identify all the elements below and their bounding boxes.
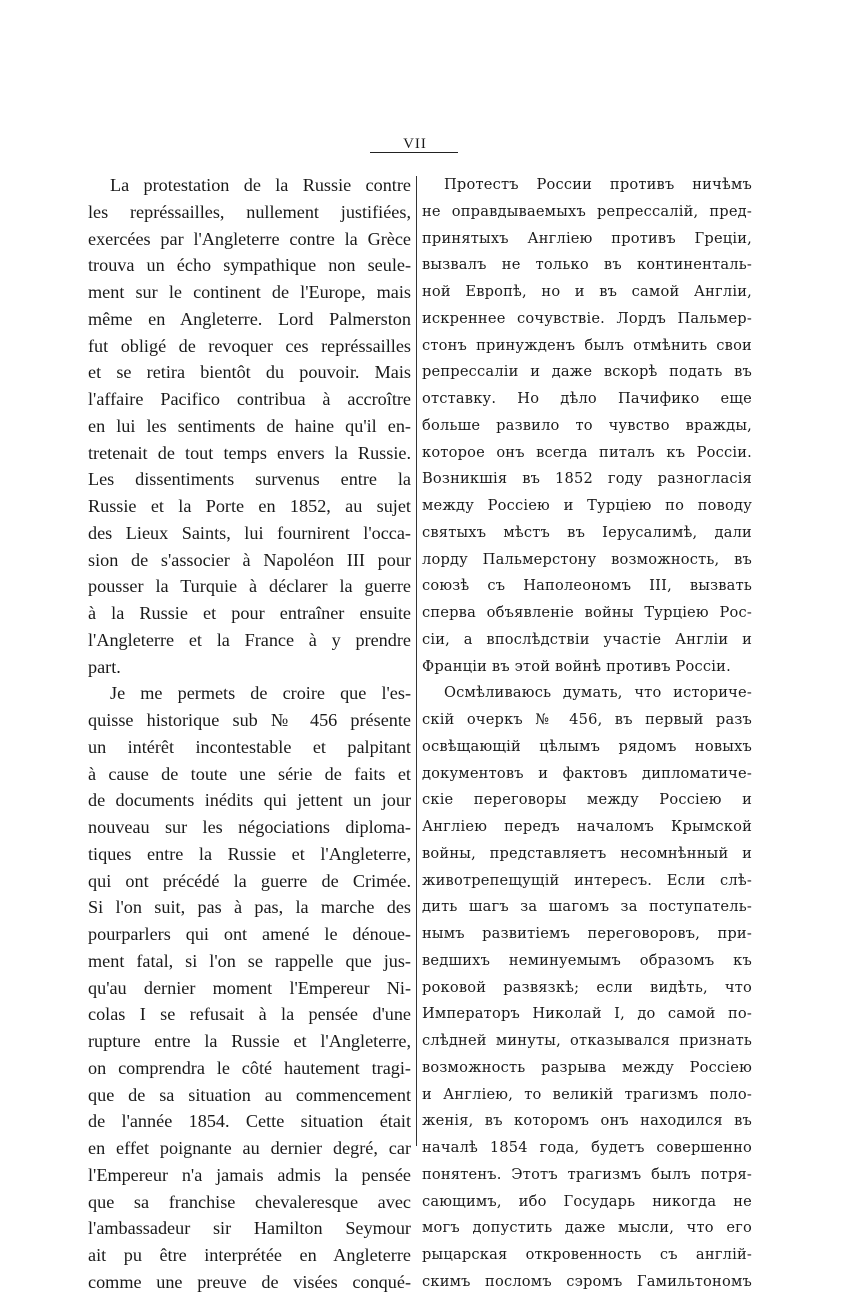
text-line: Возникшія въ 1852 году разногласія — [422, 470, 752, 488]
text-line: скій очеркъ № 456, въ первый разъ — [422, 711, 752, 728]
text-line: rupture entre la Russie et l'Angleterre, — [88, 1031, 411, 1051]
text-line: лорду Пальмерстону возможность, въ — [422, 550, 752, 568]
text-line: même en Angleterre. Lord Palmerston — [88, 308, 411, 329]
text-line: ведшихъ неминуемымъ образомъ къ — [422, 951, 752, 969]
text-line: отставку. Но дѣло Пачифико еще — [422, 390, 752, 407]
text-line: Les dissentiments survenus entre la — [88, 469, 411, 490]
text-line: comme une preuve de visées conqué- — [88, 1271, 411, 1292]
text-line: могъ допустить даже мысли, что его — [422, 1219, 752, 1237]
text-line: qu'au dernier moment l'Empereur Ni- — [88, 977, 411, 998]
text-line: que sa franchise chevaleresque avec — [88, 1191, 411, 1212]
text-line: pousser la Turquie à déclarer la guerre — [88, 576, 411, 597]
text-line: exercées par l'Angleterre contre la Grèce — [88, 228, 411, 249]
text-line: en effet poignante au dernier degré, car — [88, 1138, 411, 1158]
text-line: ait pu être interprétée en Angleterre — [88, 1245, 411, 1265]
french-text-column — [88, 172, 411, 1296]
text-line: l'affaire Pacifico contribua à accroître — [88, 389, 411, 409]
text-line: женія, въ которомъ онъ находился въ — [422, 1112, 752, 1130]
text-line: de l'année 1854. Cette situation était — [88, 1111, 411, 1132]
page-number: VII — [403, 136, 427, 152]
text-line: sion de s'associer à Napoléon III pour — [88, 549, 411, 570]
text-line: nouveau sur les négociations diploma- — [88, 817, 411, 837]
text-line: не оправдываемыхъ репрессалій, пред- — [422, 202, 752, 220]
text-line: сіи, а впослѣдствіи участіе Англіи и — [422, 630, 752, 648]
text-line: Je me permets de croire que l'es- — [110, 683, 411, 704]
text-line: Протестъ России противъ ничѣмъ — [444, 176, 752, 193]
text-line: дить шагъ за шагомъ за поступатель- — [422, 898, 752, 916]
text-line: скіе переговоры между Россіею и — [422, 791, 752, 809]
text-line: освѣщающій цѣлымъ рядомъ новыхъ — [422, 737, 752, 755]
text-line: et se retira bientôt du pouvoir. Mais — [88, 362, 411, 383]
text-line: больше развило то чувство вражды, — [422, 416, 752, 434]
text-line: les représsailles, nullement justifiées, — [88, 201, 411, 222]
text-line: которое онъ всегда питалъ къ Россіи. — [422, 443, 752, 461]
text-line: и Англіею, то великій трагизмъ поло- — [422, 1085, 752, 1103]
text-line: trouva un écho sympathique non seule- — [88, 255, 411, 276]
text-line: quisse historique sub № 456 présente — [88, 710, 411, 730]
text-line: pourparlers qui ont amené le dénoue- — [88, 924, 411, 944]
text-line: святыхъ мѣстъ въ Іерусалимѣ, дали — [422, 523, 752, 541]
text-line: между Россіею и Турціею по поводу — [422, 497, 752, 514]
text-line: l'ambassadeur sir Hamilton Seymour — [88, 1218, 411, 1239]
text-line: colas I se refusait à la pensée d'une — [88, 1004, 411, 1025]
text-line: рыцарская откровенность съ англій- — [422, 1246, 752, 1263]
text-line: un intérêt incontestable et palpitant — [88, 736, 411, 757]
text-line: Императоръ Николай I, до самой по- — [422, 1005, 752, 1023]
text-line: репрессаліи и даже вскорѣ подать въ — [422, 363, 752, 381]
text-line: сперва объявленіе войны Турціею Рос- — [422, 604, 752, 621]
text-line: искреннее сочувствіе. Лордъ Пальмер- — [422, 309, 752, 327]
text-line: de documents inédits qui jettent un jour — [88, 790, 411, 811]
text-line: à la Russie et pour entraîner ensuite — [88, 603, 411, 623]
text-line: que de sa situation au commencement — [88, 1084, 411, 1105]
text-line: понятенъ. Этотъ трагизмъ былъ потря- — [422, 1165, 752, 1183]
text-line: сающимъ, ибо Государь никогда не — [422, 1192, 752, 1210]
text-line: l'Empereur n'a jamais admis la pensée — [88, 1164, 411, 1185]
text-line: part. — [88, 656, 121, 677]
text-line: Russie et la Porte en 1852, au sujet — [88, 496, 411, 516]
text-line: началѣ 1854 года, будетъ совершенно — [422, 1139, 752, 1156]
text-line: возможность разрыва между Россіею — [422, 1058, 752, 1076]
text-line: вызвалъ не только въ континенталь- — [422, 256, 752, 274]
text-line: tiques entre la Russie et l'Angleterre, — [88, 843, 411, 864]
text-line: нымъ развитіемъ переговоровъ, при- — [422, 925, 752, 942]
text-line: ment fatal, si l'on se rappelle que jus- — [88, 950, 411, 971]
text-line: животрепещущій интересъ. Если слѣ- — [422, 871, 752, 889]
text-line: скимъ посломъ сэромъ Гамильтономъ — [422, 1272, 752, 1290]
text-line: fut obligé de revoquer ces représsailles — [88, 335, 411, 356]
text-line: à cause de toute une série de faits et — [88, 763, 411, 784]
text-line: en lui les sentiments de haine qu'il en- — [88, 415, 411, 436]
header-rule — [370, 152, 458, 153]
text-line: стонъ принужденъ былъ отмѣнить свои — [422, 336, 752, 354]
text-line: Англіею передъ началомъ Крымской — [422, 818, 752, 835]
text-line: La protestation de la Russie contre — [110, 175, 411, 195]
russian-text-column — [422, 172, 752, 1296]
text-line: слѣдней минуты, отказывался признать — [422, 1032, 752, 1049]
text-line: on comprendra le côté hautement tragi- — [88, 1057, 411, 1078]
text-line: союзѣ съ Наполеономъ III, вызвать — [422, 577, 752, 595]
text-line: Осмѣливаюсь думать, что историче- — [444, 684, 752, 702]
text-line: tretenait de tout temps envers la Russie. — [88, 442, 411, 463]
text-line: ной Европѣ, но и въ самой Англіи, — [422, 283, 752, 300]
text-line: l'Angleterre et la France à y prendre — [88, 629, 411, 650]
text-line: Si l'on suit, pas à pas, la marche des — [88, 897, 411, 918]
text-line: qui ont précédé la guerre de Crimée. — [88, 870, 411, 891]
text-line: документовъ и фактовъ дипломатиче- — [422, 764, 752, 782]
text-line: войны, представляетъ несомнѣнный и — [422, 844, 752, 862]
text-line: принятыхъ Англіею противъ Греціи, — [422, 229, 752, 247]
text-line: Франціи въ этой войнѣ противъ Россіи. — [422, 657, 731, 675]
text-line: des Lieux Saints, lui fournirent l'occa- — [88, 522, 411, 543]
text-line: ment sur le continent de l'Europe, mais — [88, 282, 411, 302]
text-line: роковой развязкѣ; если видѣть, что — [422, 978, 752, 996]
column-divider — [416, 176, 417, 1146]
